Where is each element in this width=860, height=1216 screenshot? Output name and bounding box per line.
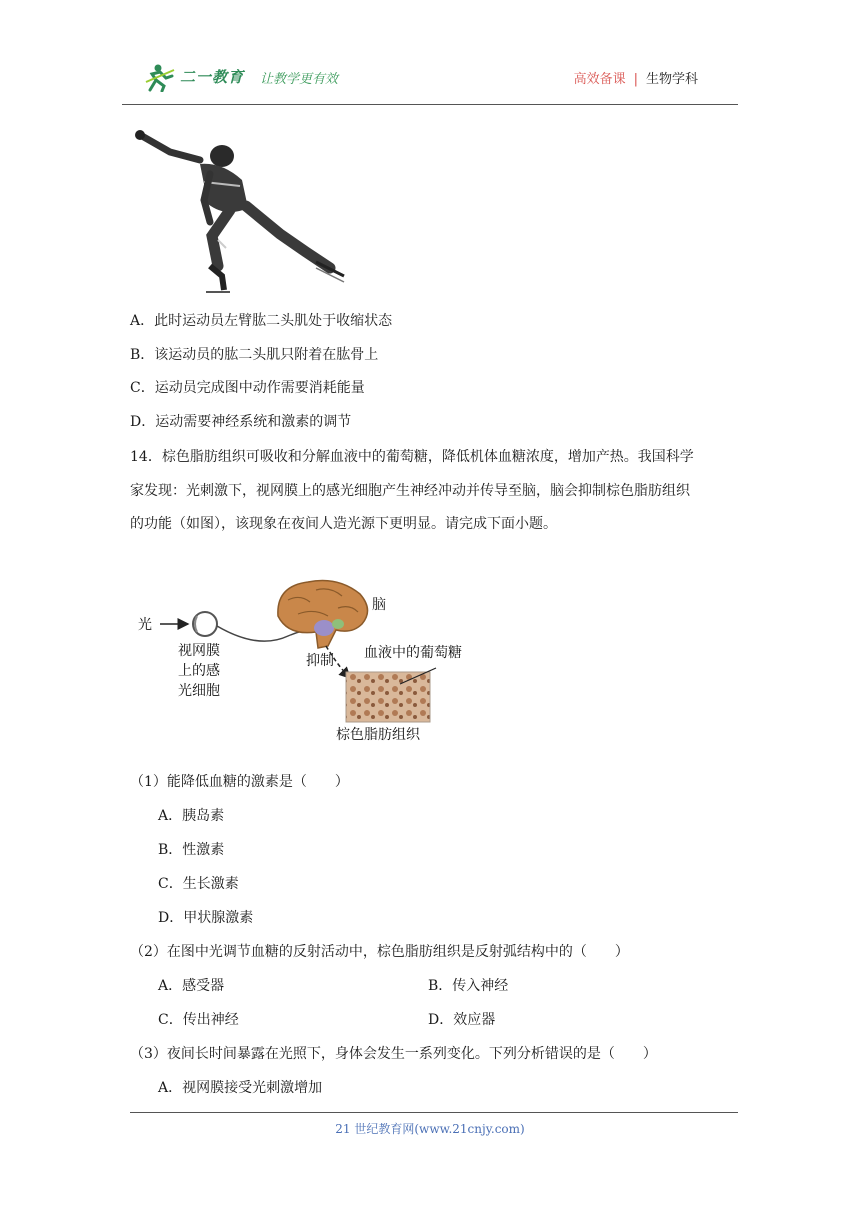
label-brown-fat: 棕色脂肪组织 xyxy=(336,727,420,743)
header-label-prep: 高效备课 xyxy=(573,72,626,87)
label-retina-2: 上的感 xyxy=(178,663,220,679)
q14-stem-line-2: 家发现：光刺激下，视网膜上的感光细胞产生神经冲动并传导至脑，脑会抑制棕色脂肪组织 xyxy=(130,483,690,499)
q14-sub2-option-b: B．传入神经 xyxy=(428,978,509,994)
q14-sub1-option-b: B．性激素 xyxy=(158,842,225,858)
q14-sub1-option-d: D．甲状腺激素 xyxy=(158,910,254,926)
label-brain: 脑 xyxy=(372,597,386,613)
light-brain-fat-diagram xyxy=(138,576,518,752)
q13-option-c: C．运动员完成图中动作需要消耗能量 xyxy=(130,380,365,396)
label-inhibit: 抑制 xyxy=(306,653,334,669)
speed-skater-image xyxy=(130,126,350,296)
label-retina-3: 光细胞 xyxy=(178,683,220,699)
q14-sub1-option-c: C．生长激素 xyxy=(158,876,239,892)
logo-text: 二一教育 xyxy=(180,68,245,86)
q13-option-a: A．此时运动员左臂肱二头肌处于收缩状态 xyxy=(130,313,393,329)
q14-sub1-option-a: A．胰岛素 xyxy=(158,808,225,824)
header-separator: | xyxy=(633,72,638,87)
page-header xyxy=(122,56,738,104)
q14-sub3-question: （3）夜间长时间暴露在光照下，身体会发生一系列变化。下列分析错误的是（ ） xyxy=(130,1046,657,1062)
label-blood-glucose: 血液中的葡萄糖 xyxy=(364,645,462,661)
label-light: 光 xyxy=(138,617,152,633)
q13-option-d: D．运动需要神经系统和激素的调节 xyxy=(130,414,352,430)
q14-sub3-option-a: A．视网膜接受光刺激增加 xyxy=(158,1080,323,1096)
header-subject xyxy=(574,68,698,87)
q14-sub2-option-d: D．效应器 xyxy=(428,1012,496,1028)
q14-sub1-question: （1）能降低血糖的激素是（ ） xyxy=(130,774,349,790)
header-label-subject: 生物学科 xyxy=(645,72,698,87)
q14-sub2-option-a: A．感受器 xyxy=(158,978,225,994)
q14-sub2-question: （2）在图中光调节血糖的反射活动中，棕色脂肪组织是反射弧结构中的（ ） xyxy=(130,944,629,960)
q14-stem-line-3: 的功能（如图），该现象在夜间人造光源下更明显。请完成下面小题。 xyxy=(130,516,557,532)
q14-sub2-option-c: C．传出神经 xyxy=(158,1012,239,1028)
label-retina-1: 视网膜 xyxy=(178,643,220,659)
footer-source: 21 世纪教育网(www.21cnjy.com) xyxy=(335,1122,525,1136)
footer-divider xyxy=(130,1112,738,1113)
header-slogan: 让教学更有效 xyxy=(260,72,339,87)
header-divider xyxy=(122,104,738,105)
q14-stem-line-1: 14．棕色脂肪组织可吸收和分解血液中的葡萄糖，降低机体血糖浓度，增加产热。我国科学 xyxy=(130,449,694,465)
q13-option-b: B．该运动员的肱二头肌只附着在肱骨上 xyxy=(130,347,379,363)
